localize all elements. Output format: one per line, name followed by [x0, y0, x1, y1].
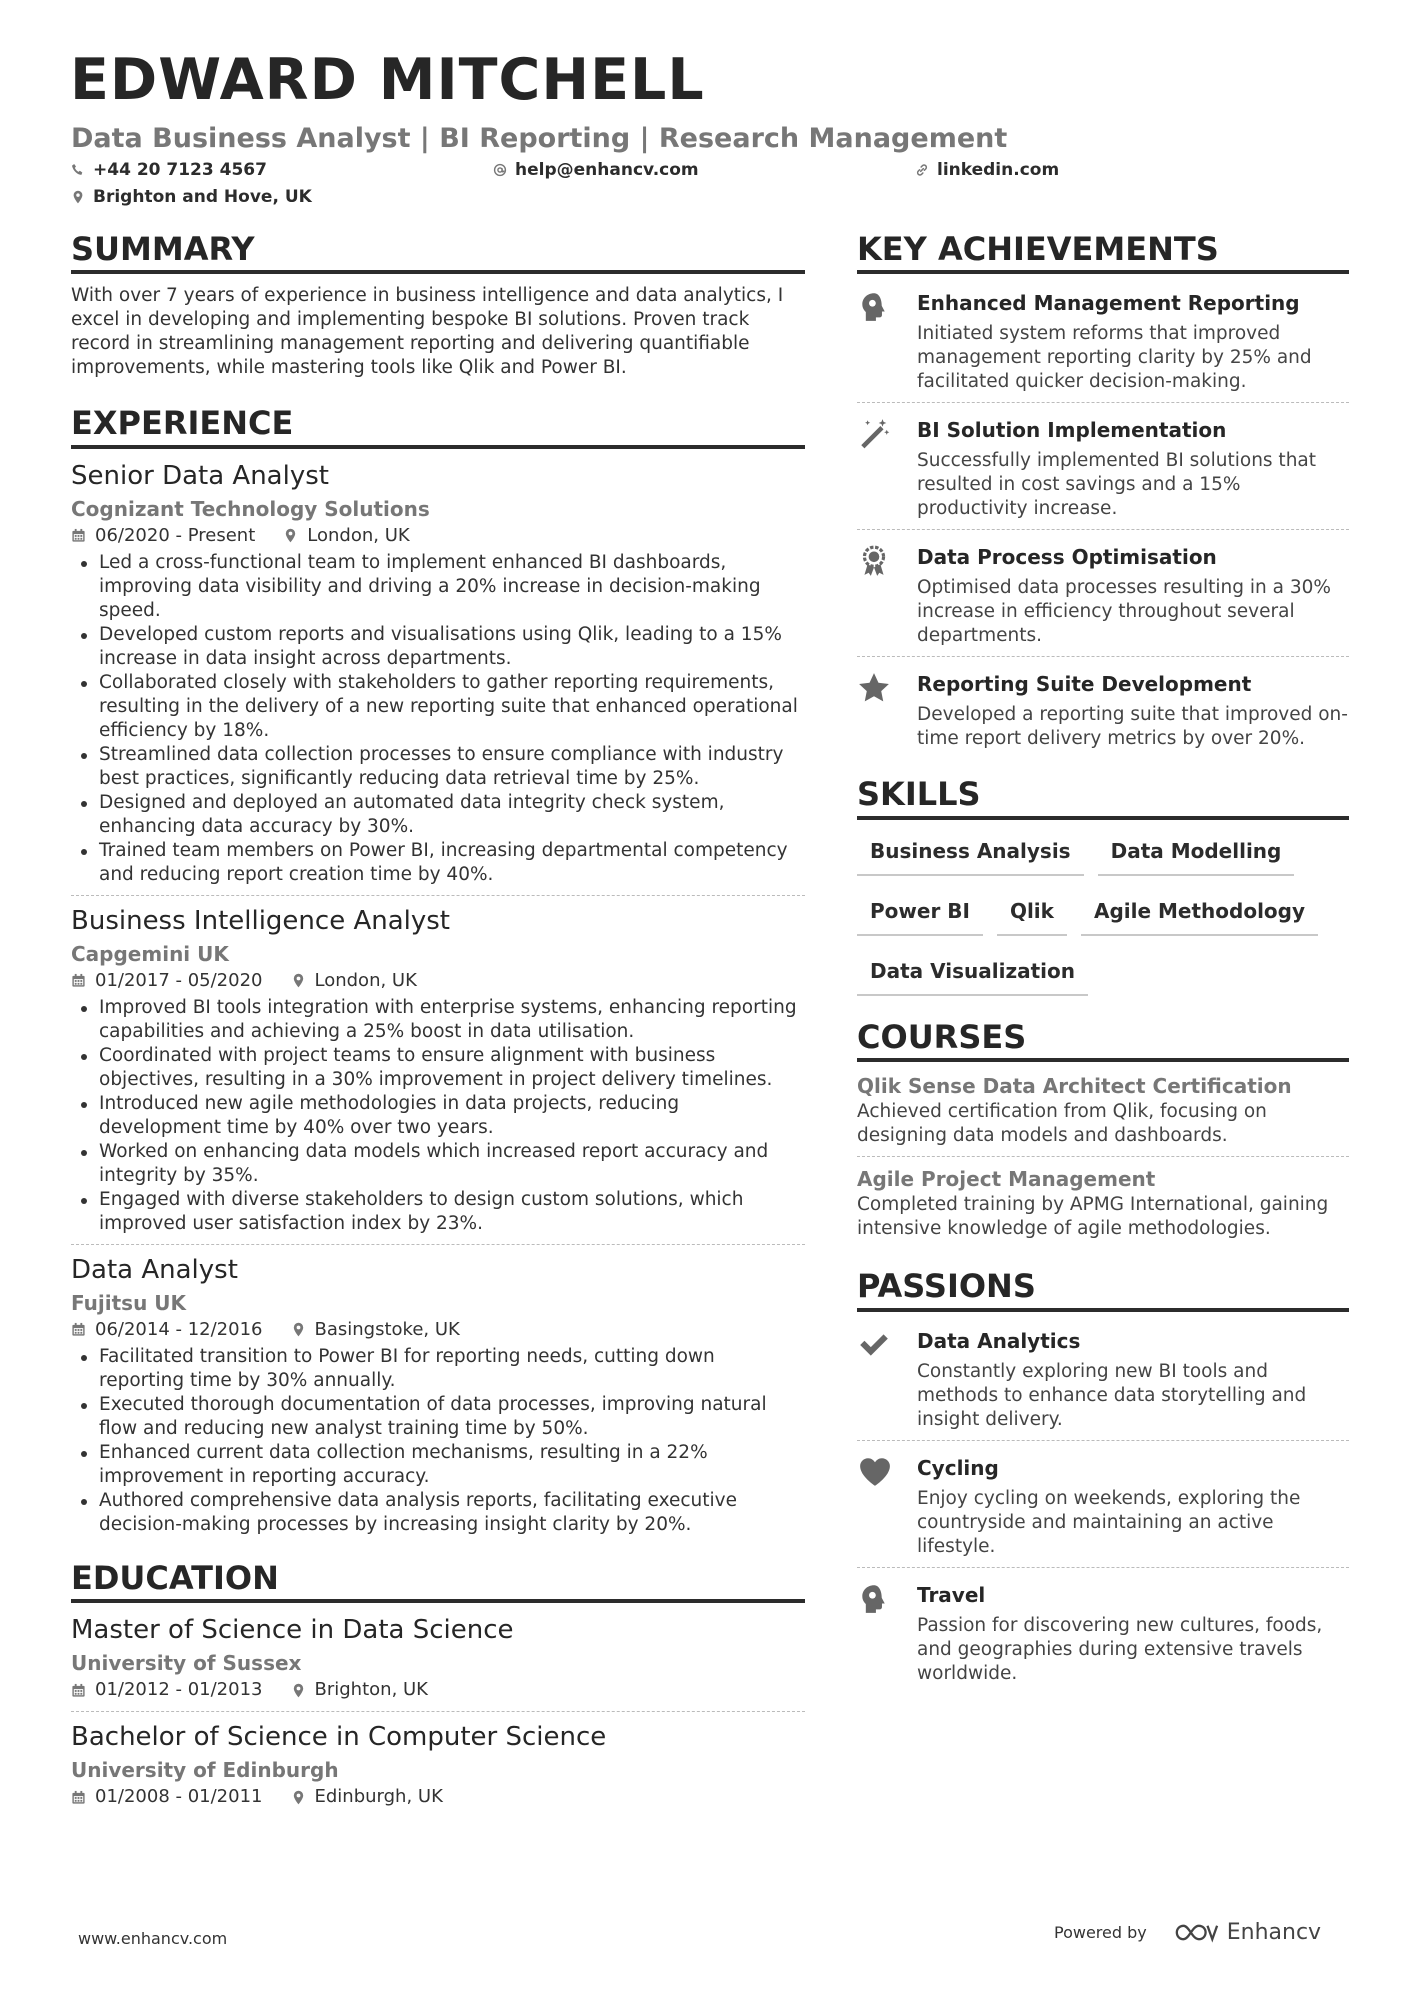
- school-name: University of Sussex: [71, 1651, 302, 1676]
- education-entry: [71, 1613, 805, 1703]
- achievement-item: [857, 538, 1349, 648]
- location-pin-icon: [71, 190, 85, 204]
- at-icon: [493, 163, 507, 177]
- education-meta: [71, 1677, 805, 1703]
- job-location: London, UK: [307, 524, 410, 546]
- education-location: Brighton, UK: [314, 1679, 428, 1701]
- course-item: [857, 1072, 1349, 1148]
- divider: [71, 1244, 805, 1245]
- summary-title: SUMMARY: [71, 230, 805, 274]
- achievements-title: KEY ACHIEVEMENTS: [857, 230, 1349, 274]
- skills-title: SKILLS: [857, 775, 1349, 819]
- bullet-item: Led a cross-functional team to implement enhanced BI dashboards, improving data visibility and driving a 20% increase in decision-making speed.: [71, 551, 805, 623]
- job-meta: [71, 968, 805, 994]
- skill-tag: Power BI: [857, 890, 983, 936]
- bullet-item: Coordinated with project teams to ensure alignment with business objectives, resulting in a 30% improvement in project delivery timelines.: [71, 1044, 805, 1092]
- job-entry: [71, 459, 805, 887]
- passion-desc: Enjoy cycling on weekends, exploring the countryside and maintaining an active lifestyle.: [917, 1487, 1301, 1557]
- passion-desc: Constantly exploring new BI tools and methods to enhance data storytelling and insight delivery.: [917, 1360, 1307, 1430]
- course-item: [857, 1165, 1349, 1241]
- summary-text: With over 7 years of experience in business intelligence and data analytics, I excel in developing and implementing bespoke BI solutions. Proven track record in streamlining management reporting and delivering quantifiable improvements, while mastering tools like Qlik and Power BI.: [71, 285, 784, 379]
- bullet-item: Worked on enhancing data models which increased report accuracy and integrity by 35%.: [71, 1140, 805, 1188]
- calendar-icon: [71, 973, 86, 988]
- job-entry: [71, 1253, 805, 1537]
- course-desc: Completed training by APMG International, gaining intensive knowledge of agile methodologies.: [857, 1194, 1329, 1240]
- achievement-item: [857, 284, 1349, 394]
- divider: [71, 1711, 805, 1712]
- job-dates: 06/2014 - 12/2016: [95, 1318, 263, 1340]
- education-title: EDUCATION: [71, 1559, 805, 1603]
- passion-desc: Passion for discovering new cultures, foods, and geographies during extensive travels worldwide.: [917, 1614, 1323, 1684]
- head-icon: [857, 1576, 917, 1686]
- footer-branding: [1054, 1920, 1321, 1945]
- bullet-item: Trained team members on Power BI, increasing departmental competency and reducing report creation time by 40%.: [71, 839, 805, 887]
- achievement-title: BI Solution Implementation: [917, 418, 1227, 443]
- job-dates: 06/2020 - Present: [95, 524, 256, 546]
- achievement-desc: Developed a reporting suite that improved on-time report delivery metrics by over 20%.: [917, 704, 1348, 750]
- company-name: Cognizant Technology Solutions: [71, 496, 430, 521]
- candidate-name: EDWARD MITCHELL: [70, 47, 705, 113]
- right-column: [857, 230, 1349, 1686]
- magic-wand-icon: [857, 411, 917, 521]
- footer-website[interactable]: www.enhancv.com: [78, 1929, 228, 1948]
- calendar-icon: [71, 1790, 86, 1805]
- award-icon: [857, 538, 917, 648]
- head-icon: [857, 284, 917, 394]
- job-title: Business Intelligence Analyst: [71, 905, 451, 936]
- course-title: Agile Project Management: [857, 1167, 1156, 1192]
- enhancv-logo[interactable]: [1173, 1920, 1321, 1945]
- skill-tag: Agile Methodology: [1081, 890, 1318, 936]
- achievement-desc: Successfully implemented BI solutions that resulted in cost savings and a 15% productivity increase.: [917, 450, 1317, 520]
- divider: [857, 1156, 1349, 1157]
- skill-tag: Business Analysis: [857, 830, 1084, 876]
- job-bullets: [71, 551, 805, 887]
- calendar-icon: [71, 1322, 86, 1337]
- job-location: Basingstoke, UK: [314, 1318, 460, 1340]
- calendar-icon: [71, 1683, 86, 1698]
- bullet-item: Executed thorough documentation of data processes, improving natural flow and reducing new analyst training time by 50%.: [71, 1393, 805, 1441]
- degree-title: Bachelor of Science in Computer Science: [71, 1722, 607, 1753]
- check-icon: [857, 1322, 917, 1432]
- courses-title: COURSES: [857, 1018, 1349, 1062]
- bullet-item: Introduced new agile methodologies in data projects, reducing development time by 40% over two years.: [71, 1092, 805, 1140]
- passion-title: Travel: [917, 1582, 986, 1607]
- bullet-item: Designed and deployed an automated data integrity check system, enhancing data accuracy by 30%.: [71, 791, 805, 839]
- skill-tag: Qlik: [997, 890, 1067, 936]
- company-name: Capgemini UK: [71, 941, 229, 966]
- achievement-item: [857, 411, 1349, 521]
- skill-tag: Data Visualization: [857, 950, 1088, 996]
- calendar-icon: [71, 528, 86, 543]
- location-pin-icon: [291, 1683, 306, 1698]
- bullet-item: Improved BI tools integration with enterprise systems, enhancing reporting capabilities and achieving a 25% boost in data utilisation.: [71, 996, 805, 1044]
- passion-item: [857, 1576, 1349, 1686]
- education-location: Edinburgh, UK: [314, 1786, 443, 1808]
- star-icon: [857, 665, 917, 751]
- bullet-item: Developed custom reports and visualisations using Qlik, leading to a 15% increase in data insight across departments.: [71, 623, 805, 671]
- contact-linkedin[interactable]: linkedin.com: [915, 160, 1059, 180]
- achievement-item: [857, 665, 1349, 751]
- achievement-title: Data Process Optimisation: [917, 545, 1217, 570]
- school-name: University of Edinburgh: [71, 1758, 339, 1783]
- bullet-item: Engaged with diverse stakeholders to design custom solutions, which improved user satisfaction index by 23%.: [71, 1188, 805, 1236]
- passion-title: Cycling: [917, 1455, 999, 1480]
- job-bullets: [71, 996, 805, 1236]
- job-entry: [71, 904, 805, 1236]
- divider: [857, 656, 1349, 657]
- job-title: Data Analyst: [71, 1254, 238, 1285]
- location-pin-icon: [291, 1322, 306, 1337]
- passion-item: [857, 1449, 1349, 1559]
- left-column: [71, 230, 805, 1810]
- contact-location: Brighton and Hove, UK: [71, 187, 312, 207]
- achievement-title: Enhanced Management Reporting: [917, 291, 1300, 316]
- location-pin-icon: [291, 1790, 306, 1805]
- job-dates: 01/2017 - 05/2020: [95, 969, 263, 991]
- experience-title: EXPERIENCE: [71, 404, 805, 448]
- enhancv-logo-icon: [1173, 1921, 1219, 1944]
- skills-list: [857, 830, 1349, 996]
- achievement-title: Reporting Suite Development: [917, 672, 1252, 697]
- job-location: London, UK: [314, 969, 417, 991]
- divider: [857, 402, 1349, 403]
- location-pin-icon: [283, 528, 298, 543]
- education-meta: [71, 1784, 805, 1810]
- course-title: Qlik Sense Data Architect Certification: [857, 1074, 1292, 1099]
- bullet-item: Streamlined data collection processes to ensure compliance with industry best practices, significantly reducing data retrieval time by 25%.: [71, 743, 805, 791]
- education-entry: [71, 1720, 805, 1810]
- powered-by-label: Powered by: [1054, 1923, 1147, 1942]
- achievement-desc: Initiated system reforms that improved management reporting clarity by 25% and facilitated quicker decision-making.: [917, 323, 1312, 393]
- education-dates: 01/2012 - 01/2013: [95, 1679, 263, 1701]
- bullet-item: Facilitated transition to Power BI for reporting needs, cutting down reporting time by 30% annually.: [71, 1345, 805, 1393]
- link-icon: [915, 163, 929, 177]
- skill-tag: Data Modelling: [1098, 830, 1295, 876]
- brand-name: Enhancv: [1226, 1920, 1322, 1945]
- job-meta: [71, 523, 805, 549]
- education-dates: 01/2008 - 01/2011: [95, 1786, 263, 1808]
- divider: [857, 1567, 1349, 1568]
- bullet-item: Enhanced current data collection mechanisms, resulting in a 22% improvement in reporting accuracy.: [71, 1441, 805, 1489]
- contact-email[interactable]: help@enhancv.com: [493, 160, 699, 180]
- job-meta: [71, 1317, 805, 1343]
- bullet-item: Collaborated closely with stakeholders to gather reporting requirements, resulting in the delivery of a new reporting suite that enhanced operational efficiency by 18%.: [71, 671, 805, 743]
- job-title: Senior Data Analyst: [71, 460, 329, 491]
- heart-icon: [857, 1449, 917, 1559]
- passion-item: [857, 1322, 1349, 1432]
- divider: [71, 895, 805, 896]
- achievement-desc: Optimised data processes resulting in a 30% increase in efficiency throughout several departments.: [917, 577, 1331, 647]
- company-name: Fujitsu UK: [71, 1290, 187, 1315]
- headline: Data Business Analyst | BI Reporting | Research Management: [71, 123, 1008, 154]
- divider: [857, 529, 1349, 530]
- location-pin-icon: [291, 973, 306, 988]
- job-bullets: [71, 1345, 805, 1537]
- passion-title: Data Analytics: [917, 1328, 1081, 1353]
- phone-icon: [71, 163, 85, 177]
- contact-phone: +44 20 7123 4567: [71, 160, 267, 180]
- bullet-item: Authored comprehensive data analysis reports, facilitating executive decision-making processes by increasing insight clarity by 20%.: [71, 1489, 805, 1537]
- course-desc: Achieved certification from Qlik, focusing on designing data models and dashboards.: [857, 1101, 1267, 1147]
- degree-title: Master of Science in Data Science: [71, 1615, 514, 1646]
- passions-title: PASSIONS: [857, 1267, 1349, 1311]
- divider: [857, 1440, 1349, 1441]
